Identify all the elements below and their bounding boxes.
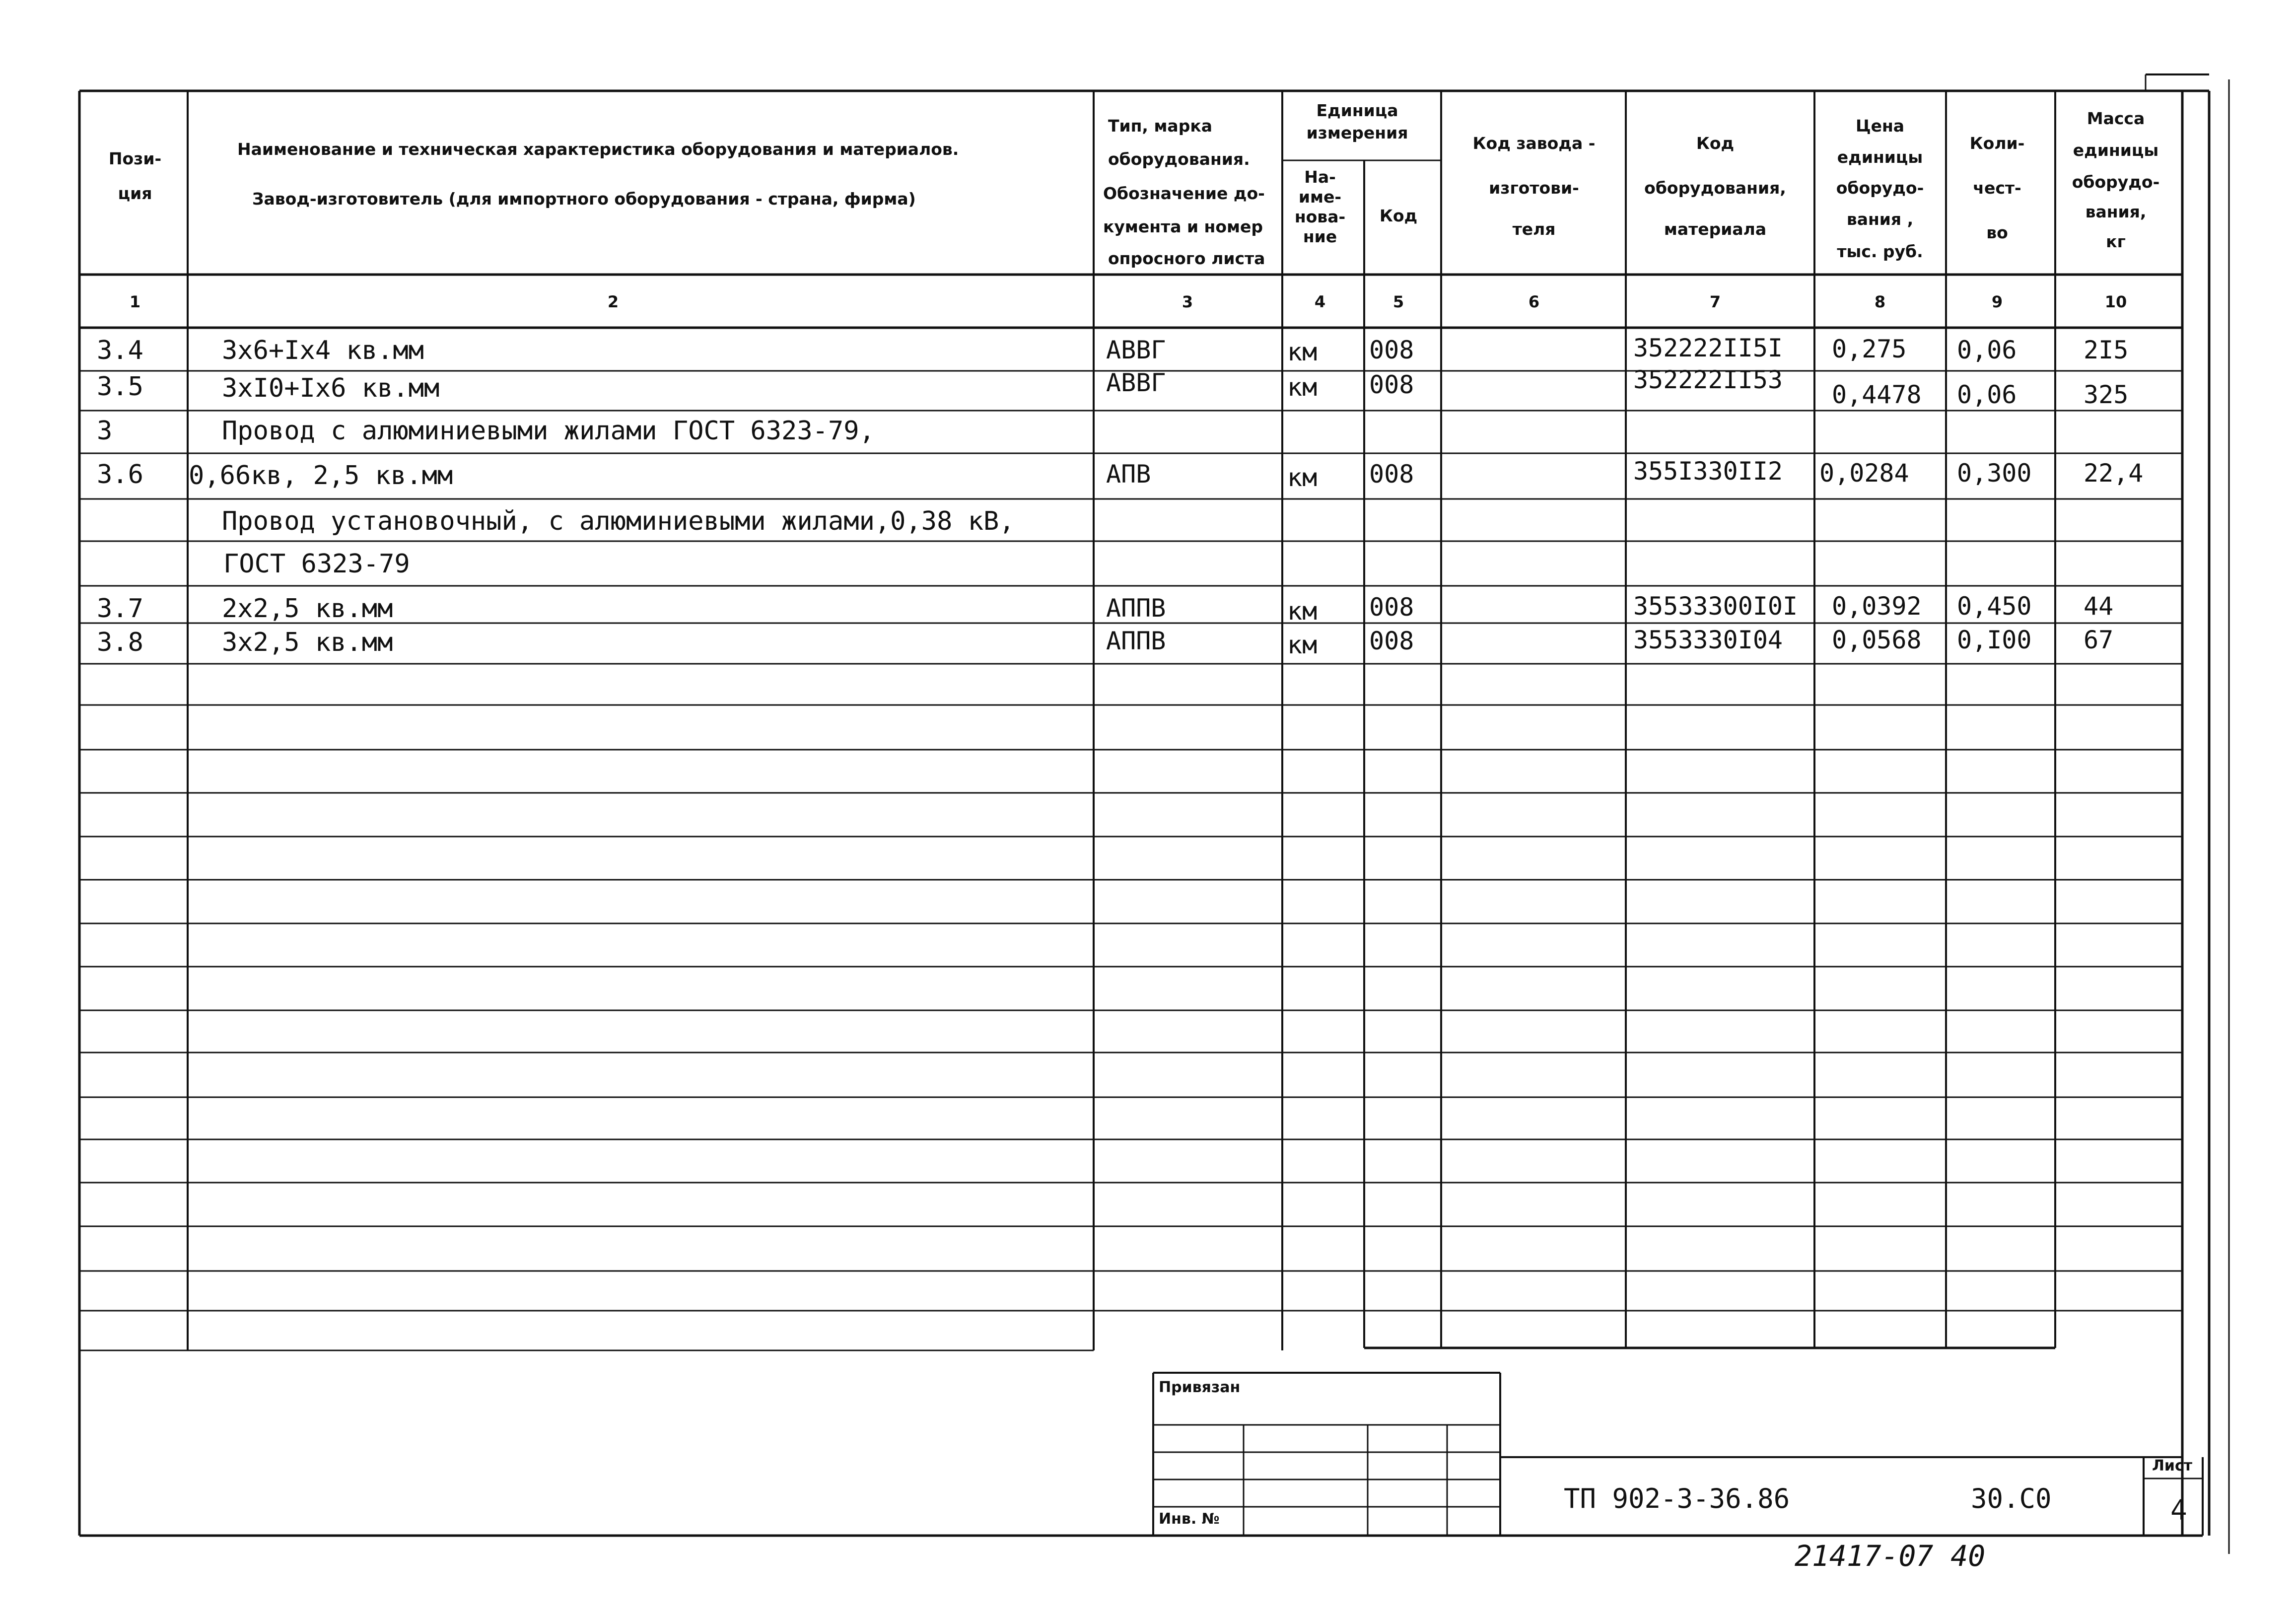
row8-code: 3553330I04 bbox=[1633, 626, 1783, 654]
header-col5: Код bbox=[1379, 206, 1418, 225]
header-col6-line2: изготови- bbox=[1489, 178, 1579, 198]
header-col6-line1: Код завода - bbox=[1472, 134, 1596, 153]
row8-unit-code: 008 bbox=[1369, 627, 1414, 655]
row4-price: 0,0284 bbox=[1819, 459, 1909, 488]
row4-mass: 22,4 bbox=[2084, 459, 2144, 488]
row8-type: АППВ bbox=[1106, 627, 1166, 655]
header-col3-line5: опросного листа bbox=[1108, 249, 1265, 268]
row4-type: АПВ bbox=[1106, 460, 1151, 489]
row7-price: 0,0392 bbox=[1832, 592, 1922, 621]
row3-pos: 3 bbox=[97, 416, 113, 446]
column-number-9: 9 bbox=[1991, 292, 2003, 311]
row8-name: 3х2,5 кв.мм bbox=[222, 628, 393, 657]
row8-unit: км bbox=[1287, 631, 1318, 659]
stamp-doc-code: ТП 902-3-36.86 bbox=[1564, 1483, 1790, 1514]
row3-name: Провод с алюминиевыми жилами ГОСТ 6323-79, bbox=[222, 416, 875, 446]
row8-mass: 67 bbox=[2084, 626, 2114, 654]
row7-name: 2х2,5 кв.мм bbox=[222, 594, 393, 624]
header-col7-line3: материала bbox=[1664, 219, 1767, 239]
row6-name: ГОСТ 6323-79 bbox=[223, 549, 410, 579]
column-number-4: 4 bbox=[1314, 292, 1326, 311]
row5-name: Провод установочный, с алюминиевыми жилами,0,38 кВ, bbox=[222, 506, 1015, 536]
row4-unit-code: 008 bbox=[1369, 460, 1414, 489]
row4-unit: км bbox=[1287, 463, 1318, 492]
header-col7-line1: Код bbox=[1696, 134, 1735, 153]
row8-qty: 0,I00 bbox=[1957, 626, 2032, 654]
header-col9-line3: во bbox=[1986, 223, 2008, 242]
column-number-10: 10 bbox=[2104, 292, 2127, 311]
row8-price: 0,0568 bbox=[1832, 626, 1922, 654]
header-col9-line2: чест- bbox=[1973, 178, 2021, 198]
row4-qty: 0,300 bbox=[1957, 459, 2032, 488]
row1-price: 0,275 bbox=[1832, 335, 1907, 363]
row7-mass: 44 bbox=[2084, 592, 2114, 621]
row4-code: 355I330II2 bbox=[1633, 457, 1783, 486]
stamp-sheet-number: 4 bbox=[2170, 1494, 2187, 1527]
row2-unit: км bbox=[1287, 373, 1318, 402]
column-number-7: 7 bbox=[1709, 292, 1721, 311]
header-col8-line2: единицы bbox=[1837, 147, 1923, 167]
row1-unit: км bbox=[1287, 338, 1318, 366]
header-unit-group-line1: Единица bbox=[1316, 101, 1398, 120]
row2-unit-code: 008 bbox=[1369, 370, 1414, 399]
row1-mass: 2I5 bbox=[2084, 336, 2129, 364]
handwritten-archive-number: 21417-07 40 bbox=[1795, 1539, 1986, 1573]
row2-type: АВВГ bbox=[1106, 368, 1166, 397]
header-col7-line2: оборудования, bbox=[1644, 178, 1786, 198]
header-col8-line1: Цена bbox=[1855, 116, 1905, 136]
row2-pos: 3.5 bbox=[97, 372, 143, 402]
row1-pos: 3.4 bbox=[97, 336, 143, 365]
stamp-inv-no: Инв. № bbox=[1159, 1510, 1220, 1528]
row1-name: 3х6+Iх4 кв.мм bbox=[222, 336, 424, 365]
header-col4-line3: нова- bbox=[1294, 207, 1346, 226]
row7-code: 35533300I0I bbox=[1633, 592, 1798, 621]
row2-price: 0,4478 bbox=[1832, 380, 1922, 409]
stamp-doc-section: 30.С0 bbox=[1971, 1483, 2052, 1514]
header-col8-line4: вания , bbox=[1846, 210, 1914, 229]
header-col1-line2: ция bbox=[118, 184, 152, 203]
header-col2-line2: Завод-изготовитель (для импортного оборудования - страна, фирма) bbox=[252, 189, 916, 209]
row1-qty: 0,06 bbox=[1957, 336, 2017, 364]
row4-pos: 3.6 bbox=[97, 460, 143, 490]
column-number-5: 5 bbox=[1392, 292, 1404, 311]
header-col4-line4: ние bbox=[1303, 227, 1337, 246]
row1-type: АВВГ bbox=[1106, 336, 1166, 364]
header-col3-line2: оборудования. bbox=[1108, 149, 1250, 169]
header-col4-line2: име- bbox=[1298, 187, 1342, 207]
row7-qty: 0,450 bbox=[1957, 592, 2032, 621]
header-col10-line4: вания, bbox=[2085, 202, 2147, 221]
header-col8-line5: тыс. руб. bbox=[1837, 242, 1923, 261]
row8-pos: 3.8 bbox=[97, 628, 143, 657]
column-number-1: 1 bbox=[129, 292, 141, 311]
column-number-8: 8 bbox=[1874, 292, 1886, 311]
header-col3-line1: Тип, марка bbox=[1108, 116, 1212, 136]
column-number-3: 3 bbox=[1182, 292, 1193, 311]
header-col10-line1: Масса bbox=[2087, 109, 2145, 128]
row1-unit-code: 008 bbox=[1369, 336, 1414, 364]
column-number-2: 2 bbox=[607, 292, 619, 311]
stamp-sheet-label: Лист bbox=[2152, 1457, 2193, 1475]
header-col4-line1: На- bbox=[1304, 167, 1336, 187]
row7-type: АППВ bbox=[1106, 594, 1166, 623]
header-col6-line3: теля bbox=[1512, 219, 1556, 239]
header-col9-line1: Коли- bbox=[1969, 134, 2025, 153]
header-col10-line3: оборудо- bbox=[2072, 172, 2160, 192]
header-unit-group-line2: измерения bbox=[1306, 123, 1408, 142]
row4-name: 0,66кв, 2,5 кв.мм bbox=[189, 461, 453, 491]
row7-pos: 3.7 bbox=[97, 594, 143, 624]
row2-code: 352222II53 bbox=[1633, 365, 1783, 394]
row2-mass: 325 bbox=[2084, 380, 2129, 409]
header-col10-line5: кг bbox=[2106, 232, 2126, 251]
row2-qty: 0,06 bbox=[1957, 380, 2017, 409]
header-col8-line3: оборудо- bbox=[1836, 178, 1924, 198]
column-number-6: 6 bbox=[1528, 292, 1540, 311]
header-col3-line3: Обозначение до- bbox=[1103, 184, 1265, 203]
row2-name: 3хI0+Iх6 кв.мм bbox=[222, 373, 440, 403]
row7-unit-code: 008 bbox=[1369, 593, 1414, 622]
header-col1-line1: Пози- bbox=[108, 149, 162, 168]
stamp-privyazan: Привязан bbox=[1159, 1379, 1241, 1396]
header-col3-line4: кумента и номер bbox=[1103, 217, 1263, 236]
header-col10-line2: единицы bbox=[2073, 141, 2159, 160]
row7-unit: км bbox=[1287, 597, 1318, 626]
row1-code: 352222II5I bbox=[1633, 334, 1783, 362]
header-col2-line1: Наименование и техническая характеристика оборудования и материалов. bbox=[237, 140, 959, 159]
